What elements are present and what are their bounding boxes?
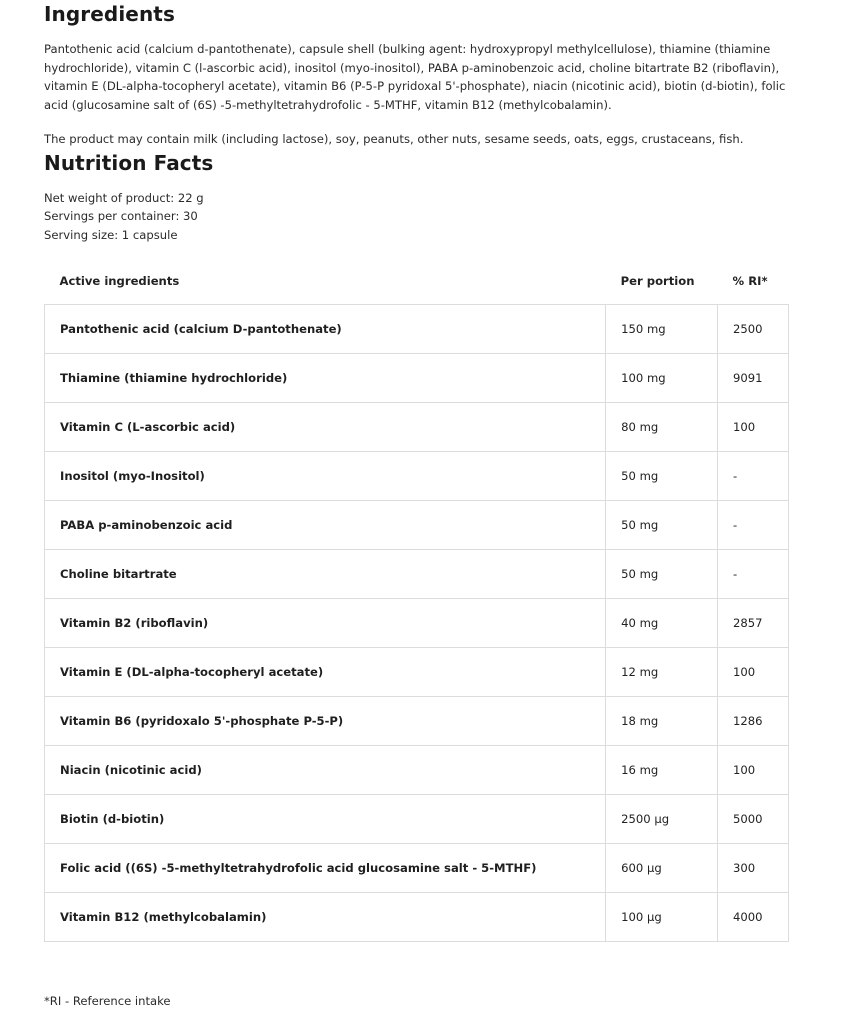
ingredient-name: Inositol (myo-Inositol) <box>45 452 606 501</box>
serving-size: Serving size: 1 capsule <box>44 227 178 242</box>
nutrition-facts-heading: Nutrition Facts <box>44 150 214 175</box>
ingredient-portion: 600 µg <box>606 844 718 893</box>
column-header-ri: % RI* <box>732 274 768 288</box>
ingredient-portion: 50 mg <box>606 452 718 501</box>
ingredient-name: Biotin (d-biotin) <box>45 795 606 844</box>
ingredient-portion: 100 µg <box>606 893 718 942</box>
net-weight: Net weight of product: 22 g <box>44 190 204 205</box>
ingredient-portion: 2500 µg <box>606 795 718 844</box>
table-header-row <box>45 258 789 305</box>
ingredients-heading: Ingredients <box>44 2 175 26</box>
table-row <box>45 599 789 648</box>
ingredient-ri: - <box>718 501 789 550</box>
ingredient-portion: 18 mg <box>606 697 718 746</box>
reference-intake-footnote: *RI - Reference intake <box>44 994 171 1008</box>
ingredient-name: Pantothenic acid (calcium D-pantothenate) <box>45 305 606 354</box>
ingredient-ri: 100 <box>718 403 789 452</box>
table-row <box>45 305 789 354</box>
ingredient-ri: 2500 <box>718 305 789 354</box>
ingredient-ri: 1286 <box>718 697 789 746</box>
ingredient-portion: 100 mg <box>606 354 718 403</box>
ingredient-name: Vitamin C (L-ascorbic acid) <box>45 403 606 452</box>
table-row <box>45 893 789 942</box>
table-row <box>45 354 789 403</box>
ingredient-name: PABA p-aminobenzoic acid <box>45 501 606 550</box>
ingredient-ri: - <box>718 550 789 599</box>
table-row <box>45 452 789 501</box>
ingredient-portion: 16 mg <box>606 746 718 795</box>
nutrition-table <box>44 258 789 942</box>
ingredient-portion: 80 mg <box>606 403 718 452</box>
ingredient-portion: 40 mg <box>606 599 718 648</box>
ingredient-ri: 100 <box>718 648 789 697</box>
ingredient-name: Thiamine (thiamine hydrochloride) <box>45 354 606 403</box>
table-row <box>45 501 789 550</box>
ingredient-name: Vitamin B6 (pyridoxalo 5'-phosphate P-5-P) <box>45 697 606 746</box>
servings-per-container: Servings per container: 30 <box>44 209 198 223</box>
ingredient-portion: 50 mg <box>606 501 718 550</box>
column-header-portion: Per portion <box>620 274 695 288</box>
ingredient-name: Vitamin B2 (riboflavin) <box>45 599 606 648</box>
table-row <box>45 648 789 697</box>
product-info-page <box>44 0 804 942</box>
ingredient-name: Vitamin B12 (methylcobalamin) <box>45 893 606 942</box>
ingredient-ri: 4000 <box>718 893 789 942</box>
ingredient-ri: - <box>718 452 789 501</box>
ingredients-text: Pantothenic acid (calcium d-pantothenate), capsule shell (bulking agent: hydroxypropyl methylcellulose), thiamine (thiamine hydrochloride), vitamin C (l-ascorbic acid), inositol (myo-inositol), PABA p-aminobenzoic acid, choline bitartrate B2 (riboflavin), vitamin E (DL-alpha-tocopheryl acetate), vitamin B6 (P-5-P pyridoxal 5'-phosphate), niacin (nicotinic acid), biotin (d-biotin), folic acid (glucosamine salt of (6S) -5-methyltetrahydrofolic - 5-MTHF, vitamin B12 (methylcobalamin). <box>44 42 786 112</box>
ingredient-name: Choline bitartrate <box>45 550 606 599</box>
ingredient-portion: 150 mg <box>606 305 718 354</box>
ingredient-ri: 2857 <box>718 599 789 648</box>
ingredient-ri: 300 <box>718 844 789 893</box>
ingredient-name: Folic acid ((6S) -5-methyltetrahydrofolic acid glucosamine salt - 5-MTHF) <box>45 844 606 893</box>
ingredient-ri: 5000 <box>718 795 789 844</box>
product-info-lines <box>44 189 804 245</box>
table-row <box>45 550 789 599</box>
table-row <box>45 844 789 893</box>
column-header-ingredient: Active ingredients <box>59 274 180 288</box>
ingredient-portion: 50 mg <box>606 550 718 599</box>
ingredient-name: Vitamin E (DL-alpha-tocopheryl acetate) <box>45 648 606 697</box>
ingredient-ri: 9091 <box>718 354 789 403</box>
table-row <box>45 697 789 746</box>
table-row <box>45 403 789 452</box>
ingredient-portion: 12 mg <box>606 648 718 697</box>
allergen-notice: The product may contain milk (including lactose), soy, peanuts, other nuts, sesame seeds, oats, eggs, crustaceans, fish. <box>44 132 744 146</box>
table-row <box>45 746 789 795</box>
table-row <box>45 795 789 844</box>
ingredient-name: Niacin (nicotinic acid) <box>45 746 606 795</box>
ingredient-ri: 100 <box>718 746 789 795</box>
